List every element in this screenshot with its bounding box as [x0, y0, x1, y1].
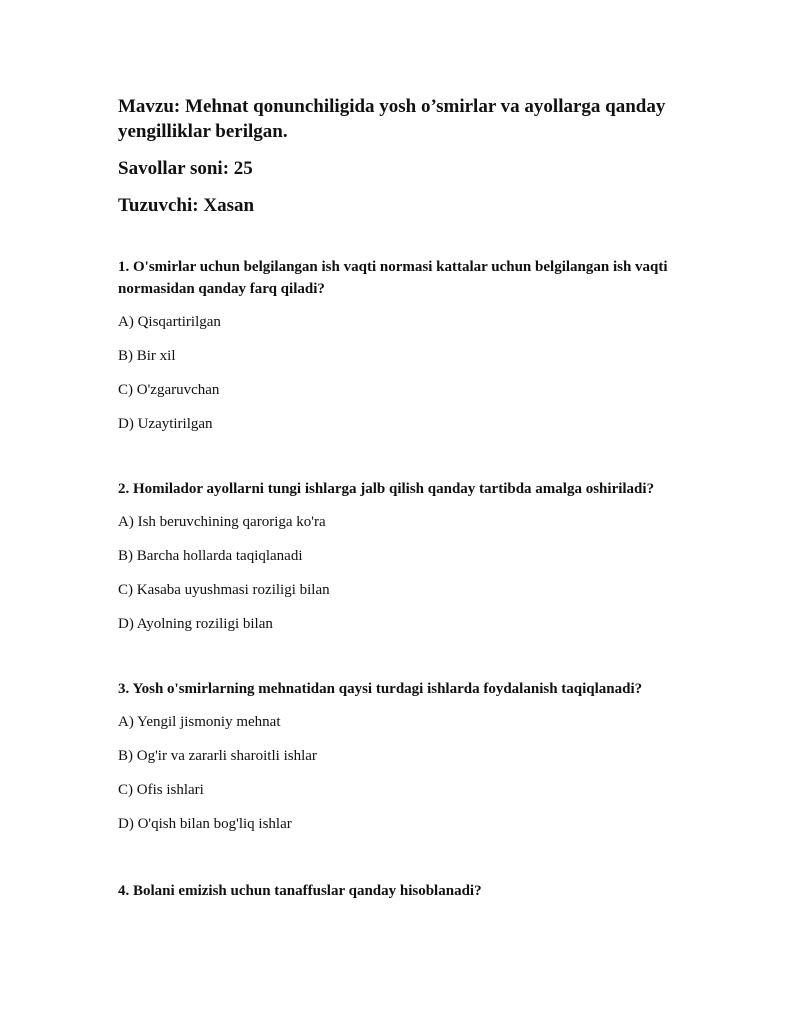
answer-option: A) Qisqartirilgan: [118, 314, 221, 330]
question-block: [118, 880, 698, 902]
question-text: 1. O'smirlar uchun belgilangan ish vaqti normasi kattalar uchun belgilangan ish vaqti normasidan qanday farq qiladi?: [118, 259, 668, 297]
question-block: [118, 256, 698, 434]
question-text: 2. Homilador ayollarni tungi ishlarga jalb qilish qanday tartibda amalga oshiriladi?: [118, 481, 655, 497]
answer-option: C) Kasaba uyushmasi roziligi bilan: [118, 582, 330, 598]
answer-option: A) Ish beruvchining qaroriga ko'ra: [118, 514, 326, 530]
answer-option: A) Yengil jismoniy mehnat: [118, 714, 281, 730]
question-block: [118, 678, 698, 834]
question-count: Savollar soni: 25: [118, 158, 253, 179]
document-page: [118, 94, 698, 902]
answer-option: B) Barcha hollarda taqiqlanadi: [118, 548, 303, 564]
answer-option: D) O'qish bilan bog'liq ishlar: [118, 816, 292, 832]
question-text: 3. Yosh o'smirlarning mehnatidan qaysi turdagi ishlarda foydalanish taqiqlanadi?: [118, 681, 643, 697]
question-text: 4. Bolani emizish uchun tanaffuslar qanday hisoblanadi?: [118, 883, 482, 899]
answer-option: B) Bir xil: [118, 348, 176, 364]
question-block: [118, 478, 698, 634]
answer-option: C) O'zgaruvchan: [118, 382, 220, 398]
topic-heading: Mavzu: Mehnat qonunchiligida yosh o’smirlar va ayollarga qanday yengilliklar berilgan.: [118, 96, 666, 142]
author-line: Tuzuvchi: Xasan: [118, 195, 255, 216]
answer-option: B) Og'ir va zararli sharoitli ishlar: [118, 748, 317, 764]
answer-option: D) Ayolning roziligi bilan: [118, 616, 273, 632]
answer-option: D) Uzaytirilgan: [118, 416, 213, 432]
answer-option: C) Ofis ishlari: [118, 782, 204, 798]
